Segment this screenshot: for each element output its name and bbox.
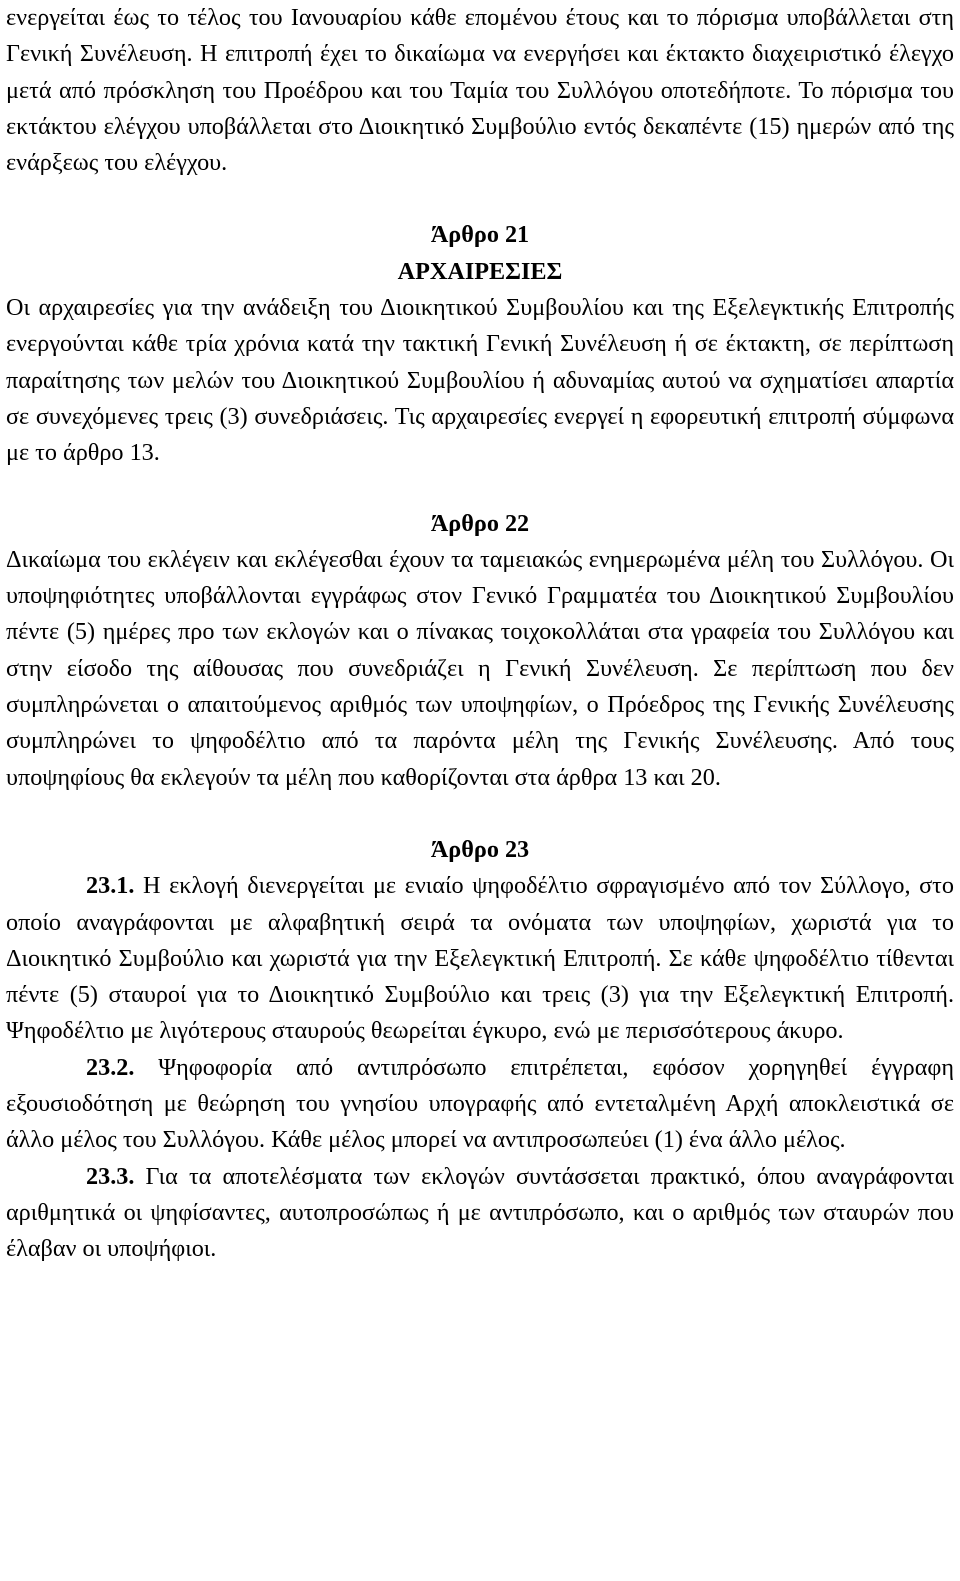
article-21-heading: Άρθρο 21	[430, 221, 530, 249]
section-text: Για τα αποτελέσματα των εκλογών συντάσσεται πρακτικό, όπου αναγράφονται αριθμητικά οι ψηφίσαντες, αυτοπροσώπως ή με αντιπρόσωπο, και ο αριθμός των σταυρών που έλαβαν οι υποψήφιοι.	[6, 1162, 954, 1263]
article-21-text: Οι αρχαιρεσίες για την ανάδειξη του Διοικητικού Συμβουλίου και της Εξελεγκτικής Επιτροπής ενεργούνται κάθε τρία χρόνια κατά την τακτική Γενική Συνέλευση ή σε έκτακτη, σε περίπτωση παραίτησης των μελών του Διοικητικού Συμβουλίου ή αδυναμίας αυτού να σχηματίσει απαρτία σε συνεχόμενες τρεις (3) συνεδριάσεις. Τις αρχαιρεσίες ενεργεί η εφορευτική επιτροπή σύμφωνα με το άρθρο 13.	[6, 294, 954, 467]
section-number: 23.2.	[86, 1053, 135, 1081]
intro-paragraph: ενεργείται έως το τέλος του Ιανουαρίου κάθε επομένου έτους και το πόρισμα υποβάλλεται στη Γενική Συνέλευση. Η επιτροπή έχει το δικαίωμα να ενεργήσει και έκτακτο διαχειριστικό έλεγχο μετά από πρόσκληση του Προέδρου και του Ταμία του Συλλόγου οποτεδήποτε. Το πόρισμα του εκτάκτου ελέγχου υποβάλλεται στο Διοικητικό Συμβούλιο εντός δεκαπέντε (15) ημερών από της ενάρξεως του ελέγχου.	[6, 4, 954, 177]
article-23-section-2	[6, 1050, 954, 1159]
article-23-heading: Άρθρο 23	[430, 835, 530, 863]
section-text: Ψηφοφορία από αντιπρόσωπο επιτρέπεται, εφόσον χορηγηθεί έγγραφη εξουσιοδότηση με θεώρηση του γνησίου υπογραφής από εντεταλμένη Αρχή αποκλειστικά σε άλλο μέλος του Συλλόγου. Κάθε μέλος μπορεί να αντιπροσωπεύει (1) ένα άλλο μέλος.	[6, 1053, 954, 1154]
article-23-section-3	[6, 1159, 954, 1268]
section-text: Η εκλογή διενεργείται με ενιαίο ψηφοδέλτιο σφραγισμένο από τον Σύλλογο, στο οποίο αναγράφονται με αλφαβητική σειρά τα ονόματα των υποψηφίων, χωριστά για το Διοικητικό Συμβούλιο και χωριστά για την Εξελεγκτική Επιτροπή. Σε κάθε ψηφοδέλτιο τίθενται πέντε (5) σταυροί για το Διοικητικό Συμβούλιο και τρεις (3) για την Εξελεγκτική Επιτροπή. Ψηφοδέλτιο με λιγότερους σταυρούς θεωρείται έγκυρο, ενώ με περισσότερους άκυρο.	[6, 872, 954, 1045]
article-23-section-1	[6, 868, 954, 1049]
section-number: 23.3.	[86, 1162, 135, 1190]
article-23	[6, 832, 954, 1268]
section-number: 23.1.	[86, 872, 135, 900]
article-22-heading: Άρθρο 22	[430, 509, 530, 537]
article-22	[6, 506, 954, 796]
article-21	[6, 217, 954, 471]
article-21-title: ΑΡΧΑΙΡΕΣΙΕΣ	[397, 257, 563, 285]
article-22-text: Δικαίωμα του εκλέγειν και εκλέγεσθαι έχουν τα ταμειακώς ενημερωμένα μέλη του Συλλόγου. Οι υποψηφιότητες υποβάλλονται εγγράφως στον Γενικό Γραμματέα του Διοικητικού Συμβουλίου πέντε (5) ημέρες προ των εκλογών και ο πίνακας τοιχοκολλάται στα γραφεία του Συλλόγου και στην είσοδο της αίθουσας που συνεδριάζει η Γενική Συνέλευση. Σε περίπτωση που δεν συμπληρώνεται ο απαιτούμενος αριθμός των υποψηφίων, ο Πρόεδρος της Γενικής Συνέλευσης συμπληρώνει το ψηφοδέλτιο από τα παρόντα μέλη της Γενικής Συνέλευσης. Από τους υποψηφίους θα εκλεγούν τα μέλη που καθορίζονται στα άρθρα 13 και 20.	[6, 545, 954, 791]
